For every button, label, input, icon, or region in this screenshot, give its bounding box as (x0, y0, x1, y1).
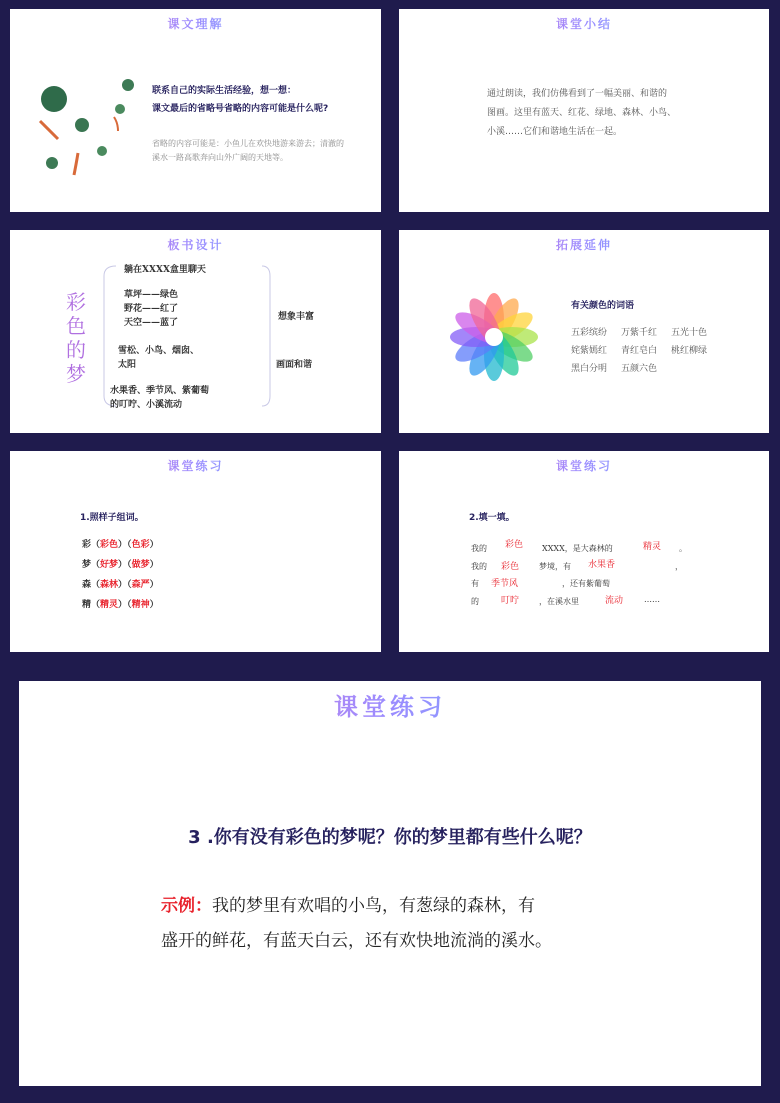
vertical-title (66, 290, 90, 386)
color-word: 五颜六色 (621, 364, 658, 374)
board-line-7: 水果香、季节风、紫葡萄 (110, 386, 210, 396)
text: 的 (471, 597, 479, 606)
text: ， (675, 562, 683, 571)
answer-b: 精神 (131, 600, 150, 610)
answer-a: 好梦 (100, 560, 119, 570)
board-right-1: 想象丰富 (278, 312, 315, 322)
slide-board-design (10, 230, 381, 433)
fill-answer: 彩色 (501, 562, 520, 572)
board-line-8: 的叮咛、小溪流动 (110, 400, 183, 410)
row-char: 梦 (82, 560, 92, 570)
board-line-1: 躺在XXXX盒里聊天 (124, 265, 206, 275)
word-row: 森（森林）（森严） (82, 580, 159, 590)
slide-title: 拓展延伸 (399, 236, 769, 253)
color-word: 万紫千红 (621, 328, 658, 338)
summary-line-1: 通过朗读，我们仿佛看到了一幅美丽、和谐的 (487, 89, 668, 99)
slide-practice-2 (399, 451, 769, 652)
word-row: 彩（彩色）（色彩） (82, 540, 159, 550)
board-line-6: 太阳 (118, 360, 137, 370)
slide-title: 课文理解 (10, 15, 381, 32)
color-word: 五光十色 (671, 328, 708, 338)
answer-line-1: 省略的内容可能是：小鱼儿在欢快地游来游去；清澈的 (152, 139, 344, 148)
board-line-5: 雪松、小鸟、烟囱、 (118, 346, 200, 356)
text: 梦境，有 (539, 562, 571, 571)
question-line-1: 联系自己的实际生活经验，想一想： (152, 86, 297, 96)
vertical-char: 的 (66, 338, 86, 362)
question-text: 3 .你有没有彩色的梦呢？你的梦里都有些什么呢？ (188, 827, 592, 848)
slide-text-understanding (10, 9, 381, 212)
row-char: 森 (82, 580, 92, 590)
answer-a: 森林 (100, 580, 119, 590)
example-line-1: 我的梦里有欢唱的小鸟，有葱绿的森林，有 (212, 896, 535, 916)
summary-line-3: 小溪……它们和谐地生活在一起。 (487, 127, 623, 137)
text: ，还有紫葡萄 (562, 579, 610, 588)
fill-answer: 叮咛 (501, 596, 520, 606)
exercise-heading: 1.照样子组词。 (80, 513, 144, 523)
example-answer (161, 889, 631, 959)
slide-extension (399, 230, 769, 433)
row-char: 彩 (82, 540, 92, 550)
color-word: 姹紫嫣红 (571, 346, 608, 356)
fill-answer: 流动 (605, 596, 624, 606)
answer-b: 色彩 (131, 540, 150, 550)
fill-answer: 彩色 (505, 540, 524, 550)
answer-a: 彩色 (100, 540, 119, 550)
question-line-2: 课文最后的省略号省略的内容可能是什么呢? (152, 104, 329, 114)
color-word: 黑白分明 (571, 364, 608, 374)
board-right-2: 画面和谐 (276, 360, 313, 370)
answer-line-2: 溪水一路高歌奔向山外广阔的天地等。 (152, 153, 288, 162)
text: 我的 (471, 544, 487, 553)
slide-practice-1 (10, 451, 381, 652)
fill-answer: 季节风 (491, 579, 519, 589)
board-line-4: 天空——蓝了 (124, 318, 179, 328)
slide-practice-3 (19, 681, 761, 1086)
fill-answer: 精灵 (643, 542, 662, 552)
text: ，在溪水里 (539, 597, 579, 606)
row-char: 精 (82, 600, 92, 610)
text: …… (644, 595, 660, 604)
text: 我的 (471, 562, 487, 571)
vertical-char: 彩 (66, 290, 86, 314)
lotus-fish-illustration (28, 67, 153, 187)
answer-a: 精灵 (100, 600, 119, 610)
slide-title: 课堂练习 (399, 457, 769, 474)
exercise-heading: 2.填一填。 (469, 513, 515, 523)
summary-line-2: 图画。这里有蓝天、红花、绿地、森林、小鸟、 (487, 108, 677, 118)
text: XXXX，是大森林的 (542, 544, 613, 553)
color-word: 青红皂白 (621, 346, 658, 356)
vertical-char: 梦 (66, 362, 86, 386)
example-label: 示例： (161, 896, 212, 916)
color-words-heading: 有关颜色的词语 (571, 301, 635, 311)
text: 。 (679, 544, 687, 553)
slide-title: 板书设计 (10, 236, 381, 253)
fill-blank-text (399, 451, 769, 652)
board-line-2: 草坪——绿色 (124, 290, 179, 300)
slide-title: 课堂练习 (19, 687, 761, 722)
slide-title: 课堂小结 (399, 15, 769, 32)
color-word: 桃红柳绿 (671, 346, 708, 356)
answer-b: 森严 (131, 580, 150, 590)
word-row: 精（精灵）（精神） (82, 600, 159, 610)
vertical-char: 色 (66, 314, 86, 338)
slide-summary (399, 9, 769, 212)
text: 有 (471, 579, 479, 588)
example-line-2: 盛开的鲜花，有蓝天白云，还有欢快地流淌的溪水。 (161, 931, 552, 951)
color-word: 五彩缤纷 (571, 328, 608, 338)
fill-answer: 水果香 (588, 560, 616, 570)
word-row: 梦（好梦）（做梦） (82, 560, 159, 570)
answer-b: 做梦 (131, 560, 150, 570)
slide-title: 课堂练习 (10, 457, 381, 474)
color-flower-illustration (449, 292, 539, 382)
board-line-3: 野花——红了 (124, 304, 179, 314)
